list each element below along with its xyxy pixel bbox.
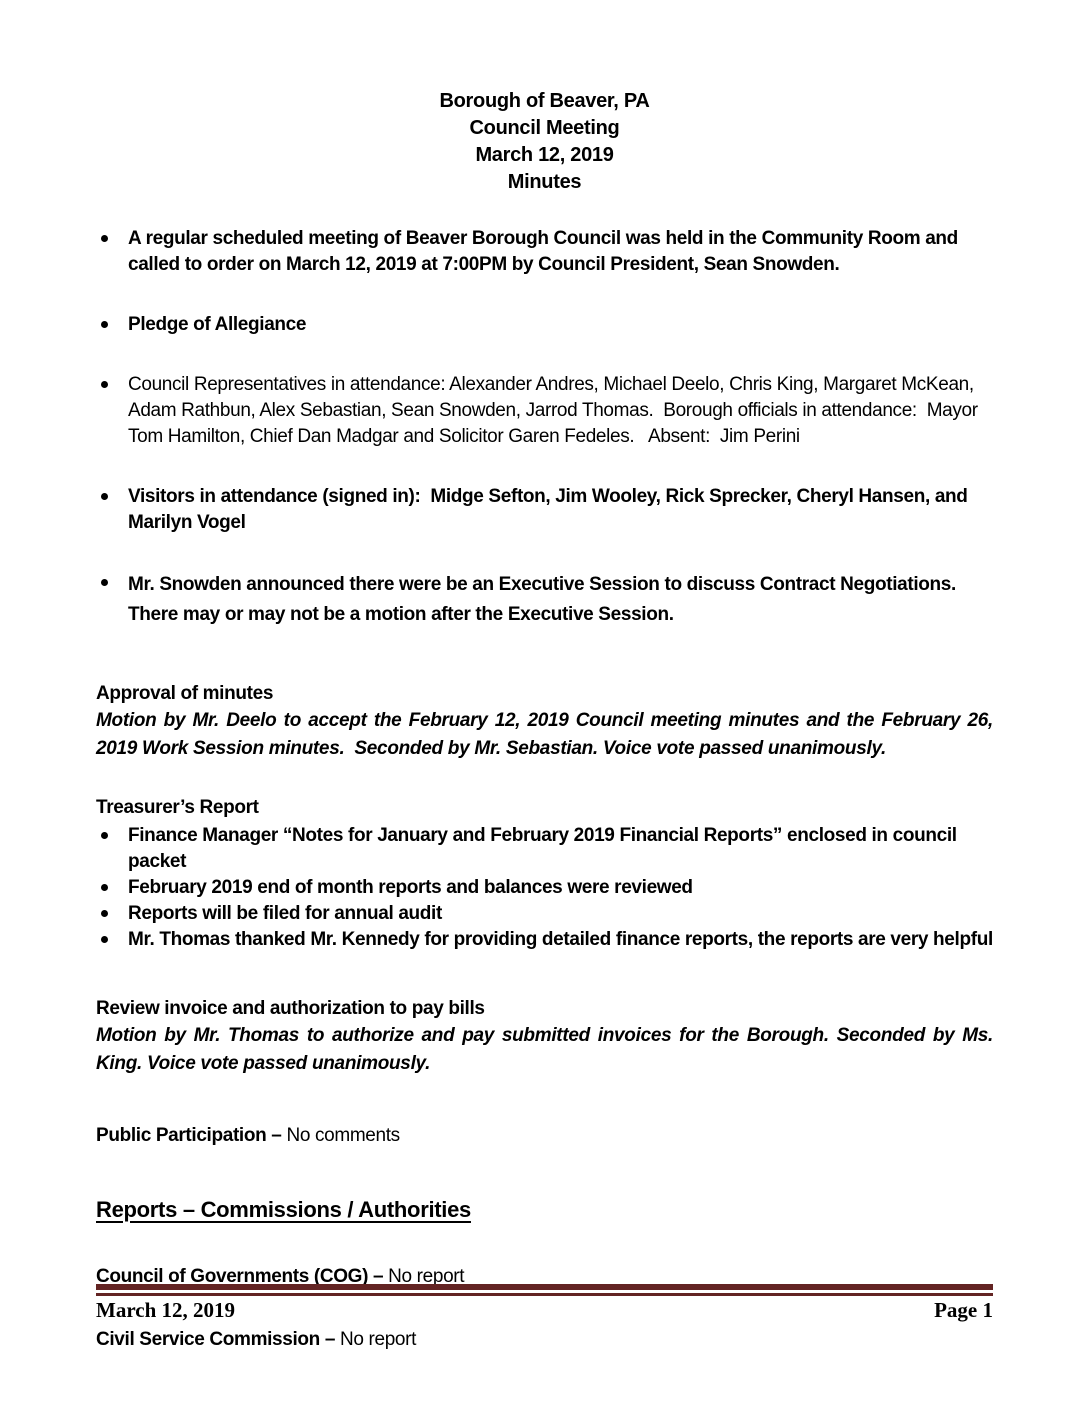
invoices-motion-text: Motion by Mr. Thomas to authorize and pay submitted invoices for the Borough. Seconded by Ms. King. Voice vote passed unanimously. xyxy=(96,1025,998,1074)
cog-label: Council of Governments (COG) – xyxy=(96,1266,384,1287)
reports-commissions-heading: Reports – Commissions / Authorities xyxy=(96,1197,471,1222)
bullet-finance-notes-text: Finance Manager “Notes for January and February 2019 Financial Reports” enclosed in council packet xyxy=(128,825,962,872)
bullet-pledge-text: Pledge of Allegiance xyxy=(128,314,307,335)
bullet-executive-session xyxy=(96,570,993,630)
public-participation-value: No comments xyxy=(286,1125,400,1146)
treasurer-bullet-list xyxy=(96,823,993,953)
footer-text-row xyxy=(96,1298,993,1323)
bullet-eom-reports-text: February 2019 end of month reports and balances were reviewed xyxy=(128,877,693,898)
treasurer-heading: Treasurer’s Report xyxy=(96,797,259,818)
bullet-meeting-called-text: A regular scheduled meeting of Beaver Borough Council was held in the Community Room and called to order on March 12, 2019 at 7:00PM by Council President, Sean Snowden. xyxy=(128,228,963,275)
bullet-icon xyxy=(96,372,128,388)
bullet-icon xyxy=(96,312,128,328)
section-review-invoices xyxy=(96,995,998,1078)
approval-heading: Approval of minutes xyxy=(96,683,274,704)
bullet-icon xyxy=(96,484,128,500)
footer-page-number: Page 1 xyxy=(934,1298,993,1322)
footer-date: March 12, 2019 xyxy=(96,1298,236,1322)
bullet-icon xyxy=(96,823,128,839)
civil-service-line xyxy=(96,1326,993,1353)
bullet-pledge xyxy=(96,312,993,338)
bullet-icon xyxy=(96,901,128,917)
bullet-visitors xyxy=(96,484,993,536)
bullet-finance-notes xyxy=(96,823,993,875)
approval-motion-text: Motion by Mr. Deelo to accept the February 12, 2019 Council meeting minutes and the February 26, 2019 Work Session minutes. Seconded by Mr. Sebastian. Voice vote passed unanimously. xyxy=(96,710,998,759)
bullet-executive-session-text: Mr. Snowden announced there were be an Executive Session to discuss Contract Negotiations. There may or may not be a motion after the Executive Session. xyxy=(128,574,961,625)
footer-divider-rule xyxy=(96,1284,993,1296)
civil-service-label: Civil Service Commission – xyxy=(96,1329,336,1350)
bullet-visitors-text: Visitors in attendance (signed in): Midge Sefton, Jim Wooley, Rick Sprecker, Cheryl Hansen, and Marilyn Vogel xyxy=(128,486,973,533)
bullet-annual-audit xyxy=(96,901,993,927)
bullet-icon xyxy=(96,927,128,943)
title-line-borough: Borough of Beaver, PA xyxy=(439,90,650,112)
title-line-meeting: Council Meeting xyxy=(469,117,620,139)
title-line-date: March 12, 2019 xyxy=(475,144,614,166)
cog-value: No report xyxy=(388,1266,465,1287)
bullet-icon xyxy=(96,570,128,586)
section-approval-of-minutes xyxy=(96,680,998,763)
document-title xyxy=(96,88,993,196)
bullet-representatives xyxy=(96,372,993,450)
intro-bullet-list xyxy=(96,226,993,630)
civil-service-value: No report xyxy=(340,1329,417,1350)
bullet-eom-reports xyxy=(96,875,993,901)
bullet-representatives-text: Council Representatives in attendance: Alexander Andres, Michael Deelo, Chris King, Margaret McKean, Adam Rathbun, Alex Sebastian, Sean Snowden, Jarrod Thomas. Borough officials in attendance: Mayor Tom Hamilton, Chief Dan Madgar and Solicitor Garen Fedeles. Absent: Jim Perini xyxy=(128,374,983,447)
bullet-meeting-called xyxy=(96,226,993,278)
public-participation-label: Public Participation – xyxy=(96,1125,282,1146)
page-footer xyxy=(96,1284,993,1323)
public-participation-line xyxy=(96,1122,993,1149)
bullet-thanks-kennedy-text: Mr. Thomas thanked Mr. Kennedy for providing detailed finance reports, the reports are very helpful xyxy=(128,929,993,950)
bullet-annual-audit-text: Reports will be filed for annual audit xyxy=(128,903,442,924)
bullet-icon xyxy=(96,226,128,242)
section-treasurers-report xyxy=(96,794,993,953)
title-line-minutes: Minutes xyxy=(507,171,582,193)
bullet-icon xyxy=(96,875,128,891)
invoices-heading: Review invoice and authorization to pay bills xyxy=(96,998,485,1019)
bullet-thanks-kennedy xyxy=(96,927,993,953)
